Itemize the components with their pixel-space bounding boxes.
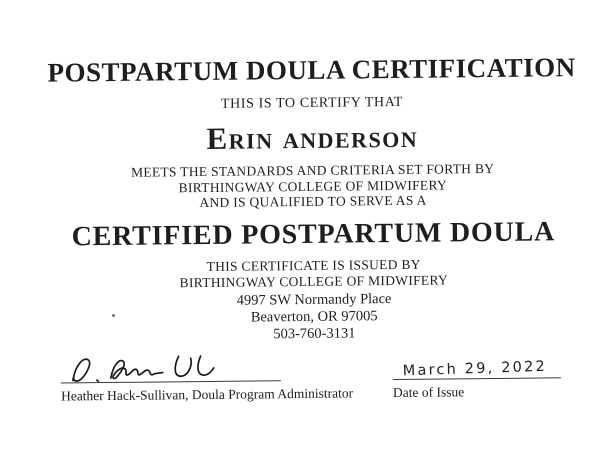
certify-statement: THIS IS TO CERTIFY THAT xyxy=(220,94,404,112)
handwritten-date: March 29, 2022 xyxy=(402,358,548,379)
signer-name-title: Heather Hack-Sullivan, Doula Program Administrator xyxy=(60,384,354,404)
signature-block xyxy=(60,347,354,404)
signature-line xyxy=(61,347,281,383)
date-line xyxy=(393,344,561,380)
certificate-content xyxy=(11,0,600,404)
certificate-title: POSTPARTUM DOULA CERTIFICATION xyxy=(47,52,576,88)
signature-row xyxy=(15,343,600,404)
criteria-line-1: MEETS THE STANDARDS AND CRITERIA SET FORTH BY xyxy=(130,160,495,180)
credential-title: CERTIFIED POSTPARTUM DOULA xyxy=(71,215,556,252)
issuer-line-1: THIS CERTIFICATE IS ISSUED BY xyxy=(206,256,421,274)
criteria-statement xyxy=(13,160,600,213)
handwritten-signature-icon xyxy=(61,348,261,386)
address-phone: 503-760-3131 xyxy=(273,324,356,342)
issuer-address xyxy=(14,288,600,345)
date-block xyxy=(393,344,562,401)
recipient-name: Erin anderson xyxy=(206,118,419,156)
issuer-line-2: BIRTHINGWAY COLLEGE OF MIDWIFERY xyxy=(179,271,449,290)
scan-speck-artifact xyxy=(112,314,115,317)
criteria-line-2: BIRTHINGWAY COLLEGE OF MIDWIFERY xyxy=(178,176,448,195)
date-of-issue-label: Date of Issue xyxy=(392,383,465,400)
issuer-statement xyxy=(14,254,600,292)
address-street: 4997 SW Normandy Place xyxy=(236,290,392,309)
address-city: Beaverton, OR 97005 xyxy=(250,307,378,326)
criteria-line-3: AND IS QUALIFIED TO SERVE AS A xyxy=(199,192,427,211)
